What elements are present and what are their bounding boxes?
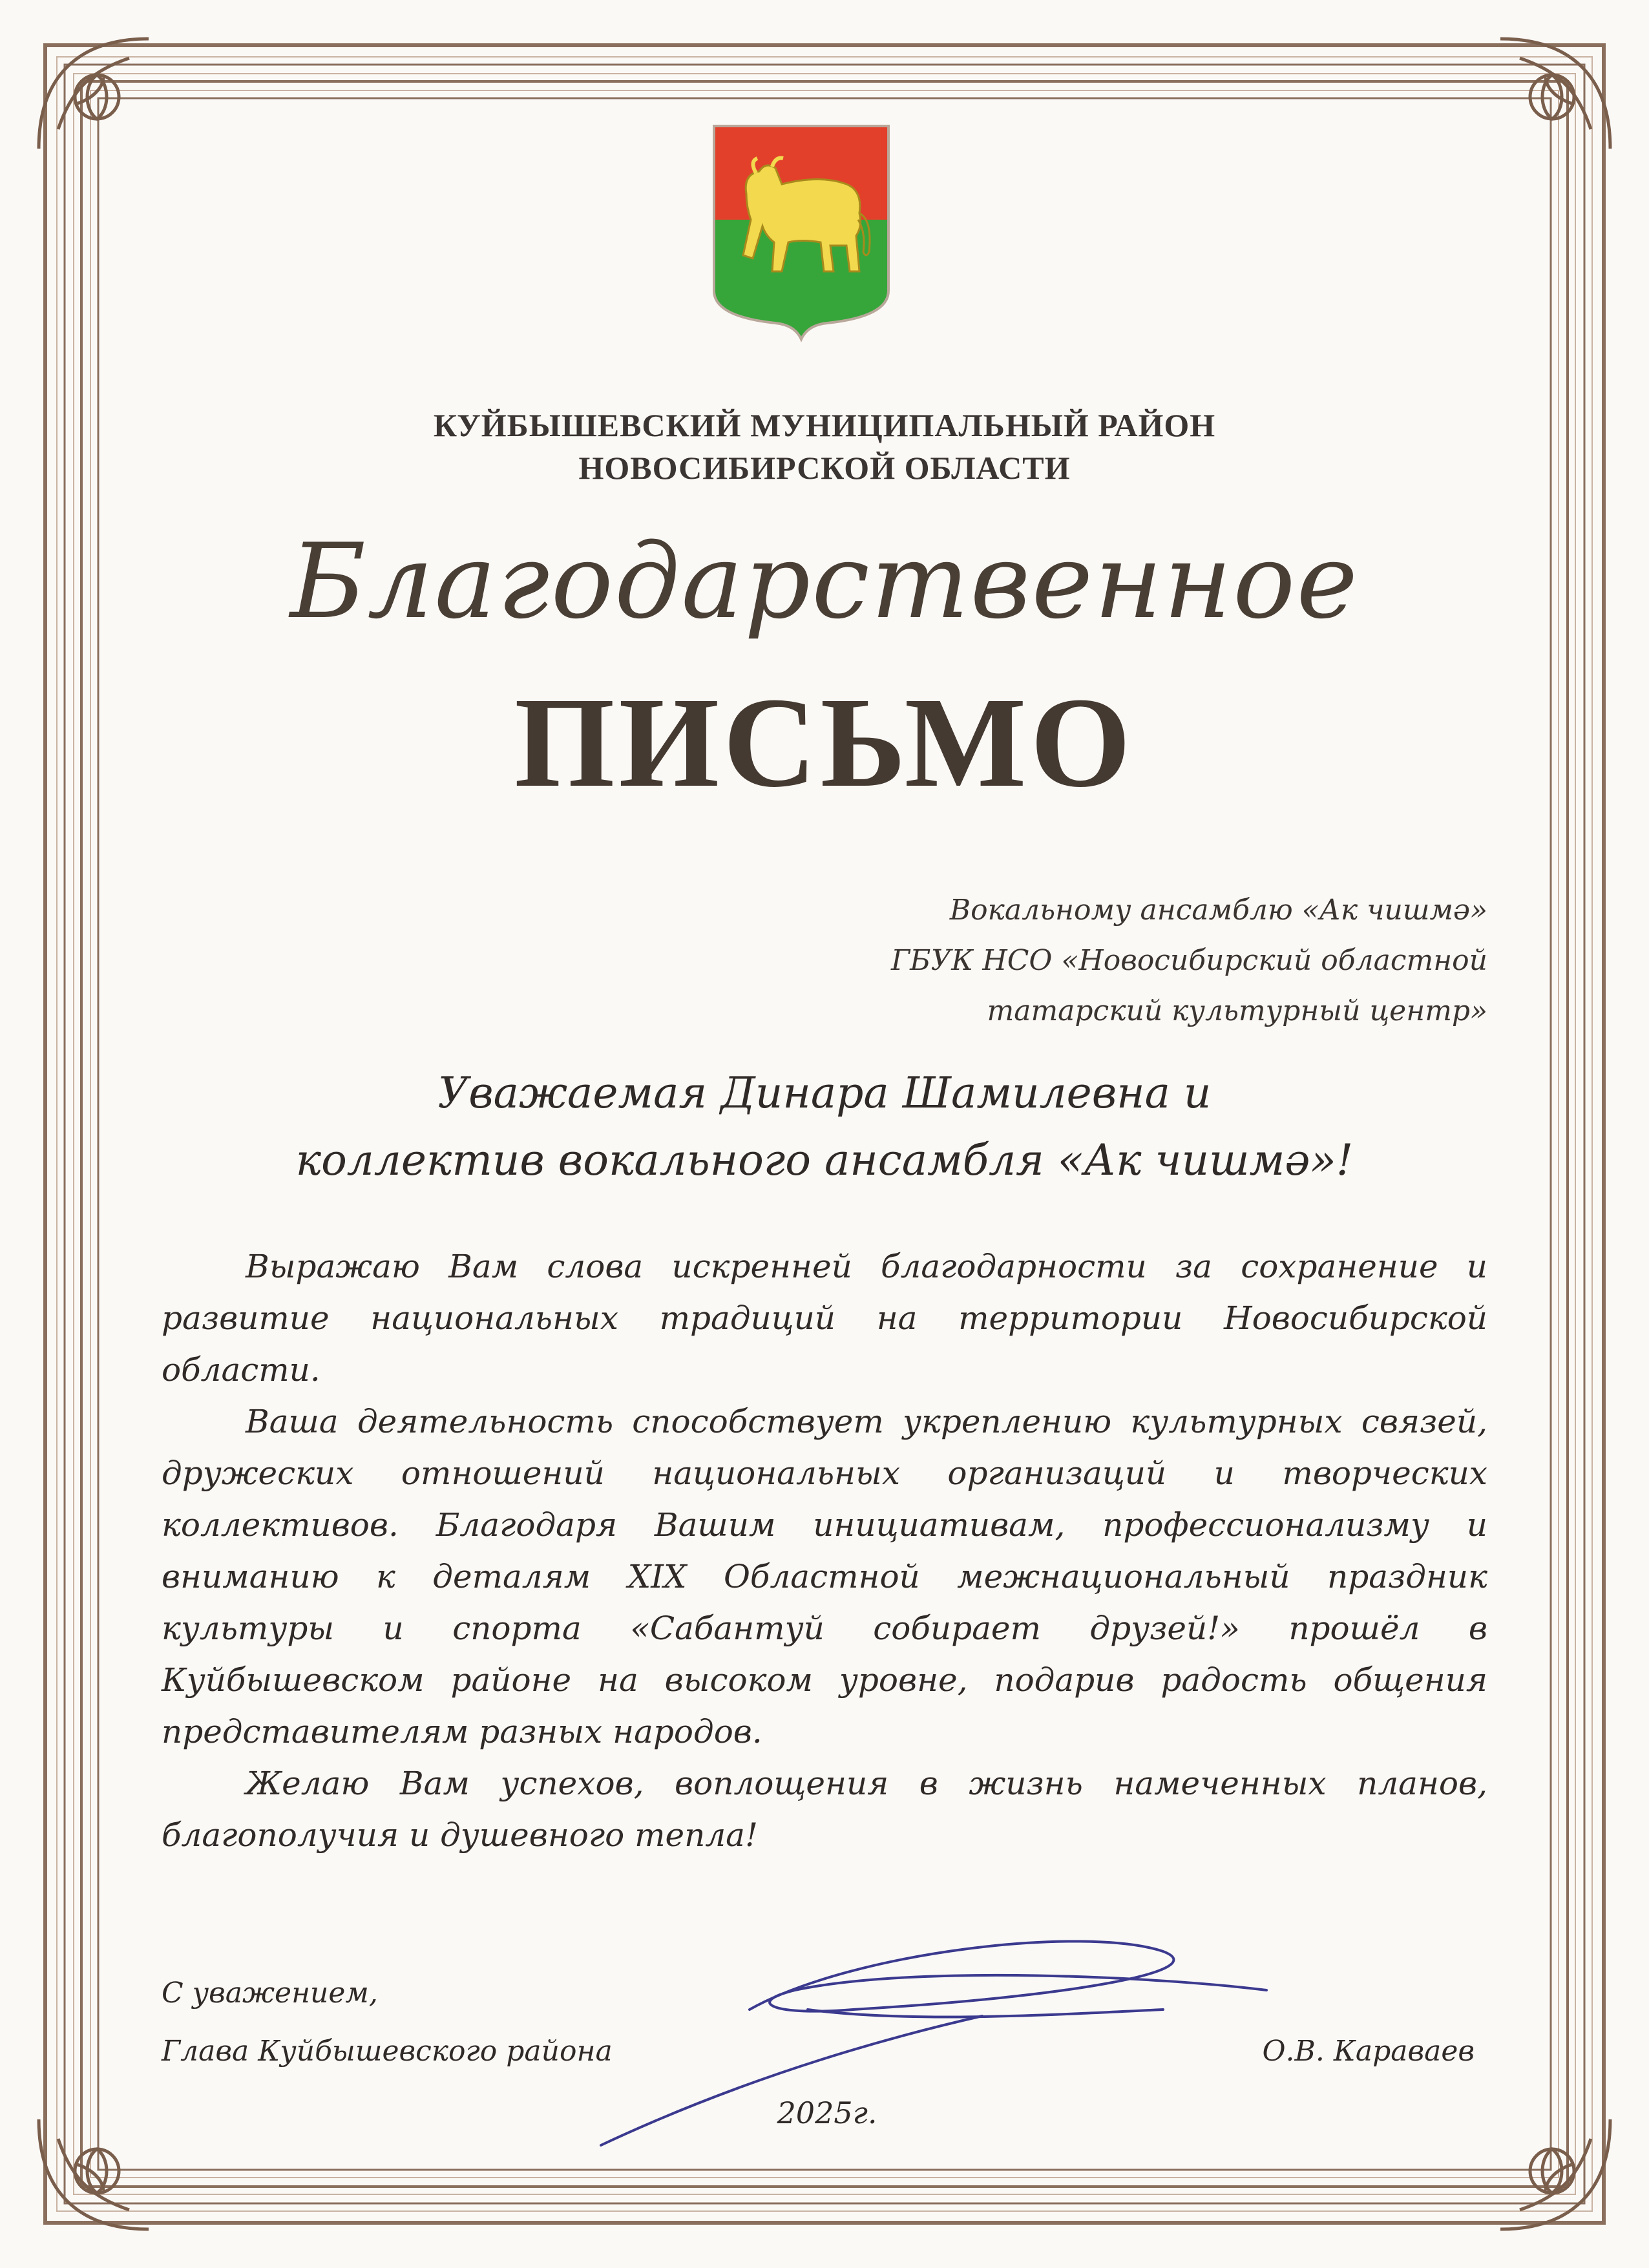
body-paragraph-3: Желаю Вам успехов, воплощения в жизнь намеченных планов, благополучия и душевного тепла! — [162, 1765, 1487, 1854]
ornamental-corner-icon — [39, 39, 149, 149]
signer-name: О.В. Караваев — [1262, 2035, 1475, 2068]
document-title-script: Благодарственное — [289, 521, 1360, 642]
addressee-line-2: ГБУК НСО «Новосибирский областной — [891, 944, 1487, 977]
document-title-caps: ПИСЬМО — [514, 671, 1135, 814]
bull-coat-of-arms-icon — [711, 123, 892, 342]
organization-line-2: НОВОСИБИРСКОЙ ОБЛАСТИ — [578, 450, 1071, 486]
body-paragraph-2: Ваша деятельность способствует укреплению культурных связей, дружеских отношений национальных организаций и творческих коллективов. Благодаря Вашим инициативам, профессионализму и вниманию к деталям XIX Областной межнациональный праздник культуры и спорта «Сабантуй собирает друзей!» прошёл в Куйбышевском районе на высоком уровне, подарив радость общения представителям разных народов. — [162, 1403, 1487, 1750]
addressee-line-1: Вокальному ансамблю «Ак чишмә» — [949, 894, 1487, 927]
greeting — [194, 1060, 1455, 1194]
ornamental-corner-icon — [1500, 39, 1610, 149]
ornamental-corner-icon — [39, 2119, 149, 2229]
addressee-line-3: татарский культурный центр» — [987, 994, 1487, 1027]
organization-line-1: КУЙБЫШЕВСКИЙ МУНИЦИПАЛЬНЫЙ РАЙОН — [433, 407, 1216, 443]
document-year: 2025г. — [777, 2095, 877, 2130]
closing-regards: С уважением, — [162, 1977, 378, 2010]
body-paragraph-1: Выражаю Вам слова искренней благодарности за сохранение и развитие национальных традиций на территории Новосибирской области. — [162, 1248, 1487, 1389]
closing-position: Глава Куйбышевского района — [162, 2035, 613, 2068]
greeting-line-2: коллектив вокального ансамбля «Ак чишмә»! — [295, 1135, 1354, 1185]
organization-title — [258, 404, 1391, 489]
addressee-block — [583, 885, 1487, 1036]
ornamental-corner-icon — [1500, 2119, 1610, 2229]
closing-block — [162, 1964, 743, 2081]
letter-body — [162, 1241, 1487, 1861]
greeting-line-1: Уважаемая Динара Шамилевна и — [437, 1068, 1212, 1118]
